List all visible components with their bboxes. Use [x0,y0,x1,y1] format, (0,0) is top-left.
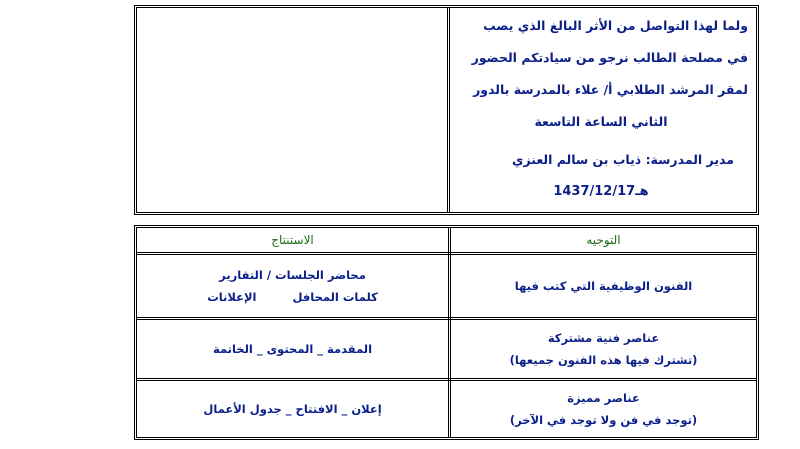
header-guidance: التوجيه [586,233,621,247]
letter-line-2: في مصلحة الطالب نرجو من سيادتكم الحضور [471,50,748,65]
letter-line-3: لمقر المرشد الطلابي أ/ علاء بالمدرسة بالدور [473,82,748,97]
table-row-1-guidance [451,255,756,317]
letter-table [134,5,759,215]
letter-body [450,12,752,208]
table-row-3-conclusion [137,381,448,437]
table-row-3-guidance [451,381,756,437]
cell-text: محاضر الجلسات / التقارير [219,268,366,282]
cell-text: كلمات المحافل [292,290,378,304]
header-conclusion: الاستنتاج [271,233,314,247]
letter-line-1: ولما لهذا التواصل من الأثر البالغ الذي يصب [483,18,748,33]
cell-text: إعلان _ الافتتاح _ جدول الأعمال [203,402,382,416]
table-row-2-guidance [451,320,756,378]
cell-text: عناصر فنية مشتركة [547,331,660,345]
letter-signature: مدير المدرسة: ذياب بن سالم العنزي [512,152,734,167]
letter-line-4: الثاني الساعة التاسعة [534,114,668,129]
cell-text: الفنون الوظيفية التي كتب فيها [514,279,693,293]
letter-empty-cell [137,8,447,212]
cell-text: (توجد في فن ولا توجد في الآخر) [509,413,698,427]
cell-text-pair [207,286,378,308]
letter-date: 1437/12/17هـ [553,184,649,199]
table-row-1-conclusion [137,255,448,317]
cell-text: الإعلانات [207,290,257,304]
guidance-conclusion-table [134,225,759,440]
cell-text: عناصر مميزة [567,391,640,405]
cell-text: المقدمة _ المحتوى _ الخاتمة [212,342,373,356]
table-row-2-conclusion [137,320,448,378]
cell-text: (تشترك فيها هذه الفنون جميعها) [509,353,698,367]
